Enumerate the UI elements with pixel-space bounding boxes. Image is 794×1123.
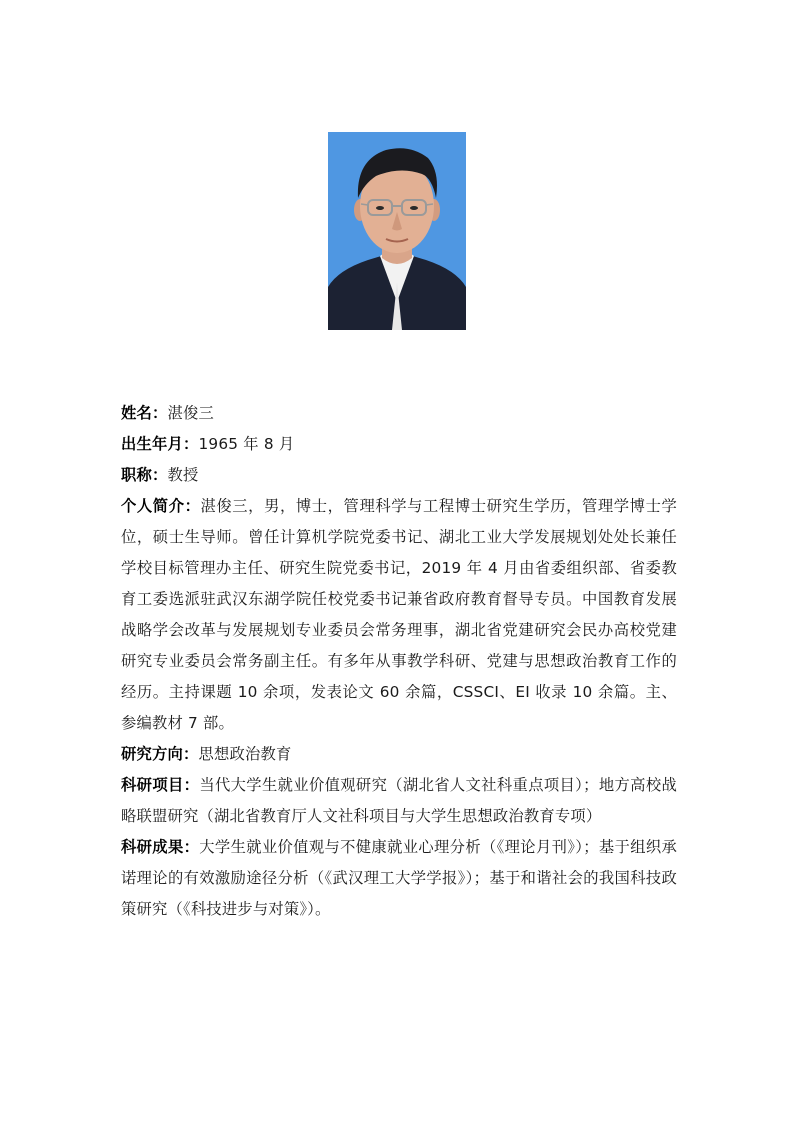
title-value: 教授 [167,466,199,484]
research-direction-label: 研究方向： [121,745,199,763]
title-row [121,460,677,491]
intro-row [121,491,677,739]
research-results-label: 科研成果： [121,838,200,856]
profile-photo [328,132,466,330]
name-label: 姓名： [121,404,168,422]
research-projects-value: 当代大学生就业价值观研究（湖北省人文社科重点项目）；地方高校战略联盟研究（湖北省教育厅人文社科项目与大学生思想政治教育专项） [121,776,677,825]
birth-label: 出生年月： [121,435,199,453]
intro-label: 个人简介： [121,497,201,515]
profile-content [121,398,677,925]
research-projects-label: 科研项目： [121,776,200,794]
research-results-row [121,832,677,925]
research-direction-row [121,739,677,770]
name-row [121,398,677,429]
birth-row [121,429,677,460]
intro-value: 湛俊三，男，博士，管理科学与工程博士研究生学历，管理学博士学位，硕士生导师。曾任计算机学院党委书记、湖北工业大学发展规划处处长兼任学校目标管理办主任、研究生院党委书记，2019 年 4 月由省委组织部、省委教育工委选派驻武汉东湖学院任校党委书记兼省政府教育督导专员。中国教育发展战略学会改革与发展规划专业委员会常务理事，湖北省党建研究会民办高校党建研究专业委员会常务副主任。有多年从事教学科研、党建与思想政治教育工作的经历。主持课题 10 余项，发表论文 60 余篇，CSSCI、EI 收录 10 余篇。主、参编教材 7 部。 [121,497,677,732]
name-value: 湛俊三 [167,404,214,422]
birth-value: 1965 年 8 月 [198,435,295,453]
research-results-value: 大学生就业价值观与不健康就业心理分析（《理论月刊》）；基于组织承诺理论的有效激励途径分析（《武汉理工大学学报》）；基于和谐社会的我国科技政策研究（《科技进步与对策》）。 [121,838,677,918]
title-label: 职称： [121,466,168,484]
research-direction-value: 思想政治教育 [198,745,292,763]
research-projects-row [121,770,677,832]
